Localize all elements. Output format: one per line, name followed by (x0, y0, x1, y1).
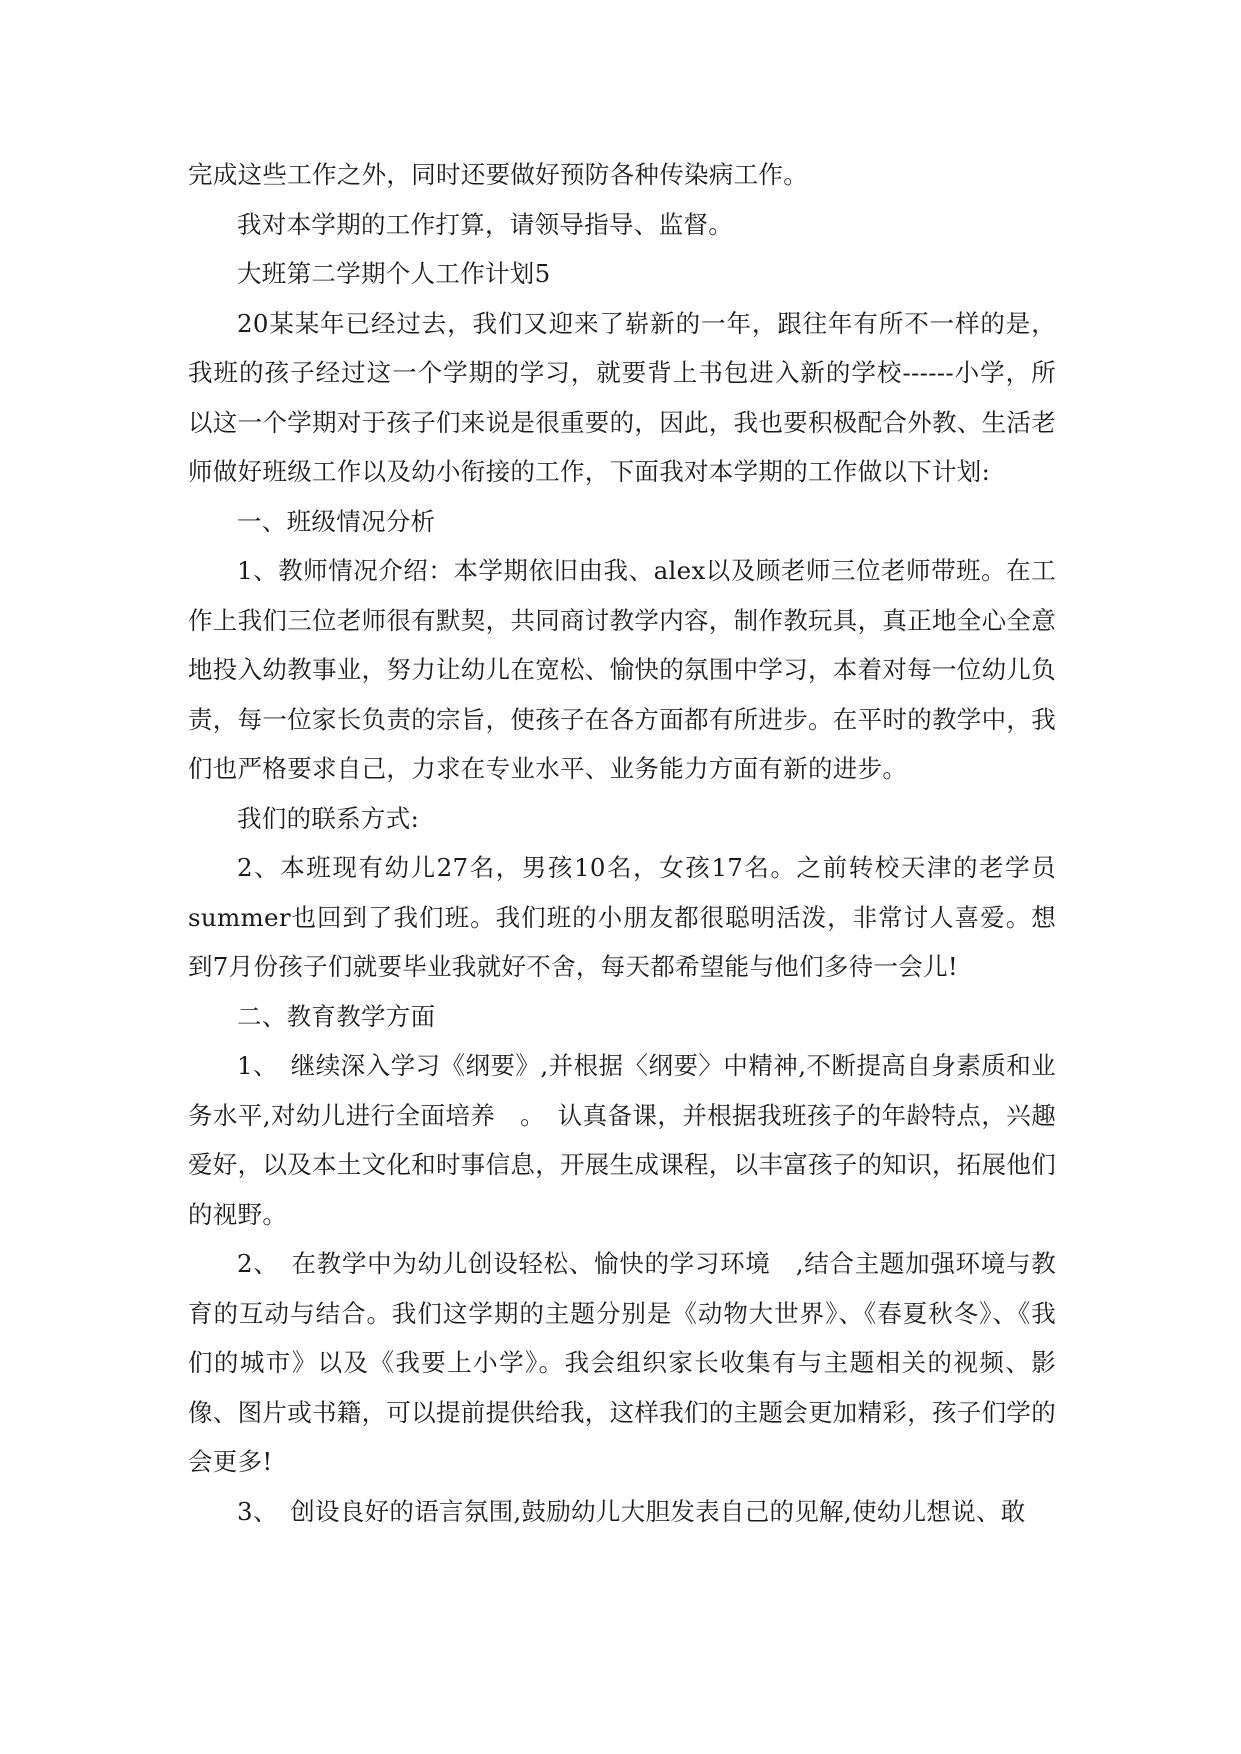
paragraph-item-1: 1、 继续深入学习《纲要》,并根据〈纲要〉中精神,不断提高自身素质和业务水平,对幼儿进行全面培养 。 认真备课，并根据我班孩子的年龄特点，兴趣爱好，以及本土文化和时事信息，开展生成课程，以丰富孩子的知识，拓展他们的视野。 (188, 1051, 1056, 1229)
paragraph-introduction: 20某某年已经过去，我们又迎来了崭新的一年，跟往年有所不一样的是，我班的孩子经过这一个学期的学习，就要背上书包进入新的学校------小学，所以这一个学期对于孩子们来说是很重要的，因此，我也要积极配合外教、生活老师做好班级工作以及幼小衔接的工作，下面我对本学期的工作做以下计划: (188, 308, 1056, 486)
paragraph-contact: 我们的联系方式: (237, 803, 420, 833)
section-title: 大班第二学期个人工作计划5 (237, 259, 551, 288)
document-page (188, 150, 1056, 1536)
paragraph-item-3: 3、 创设良好的语言氛围,鼓励幼儿大胆发表自己的见解,使幼儿想说、敢 (237, 1496, 1026, 1526)
heading-education-teaching: 二、教育教学方面 (237, 1001, 436, 1031)
paragraph-closing-request: 我对本学期的工作打算，请领导指导、监督。 (237, 209, 733, 239)
heading-class-analysis: 一、班级情况分析 (237, 506, 436, 536)
paragraph-intro-continuation: 完成这些工作之外，同时还要做好预防各种传染病工作。 (188, 160, 808, 189)
paragraph-teacher-intro: 1、教师情况介绍：本学期依旧由我、alex以及顾老师三位老师带班。在工作上我们三位老师很有默契，共同商讨教学内容，制作教玩具，真正地全心全意地投入幼教事业，努力让幼儿在宽松、愉快的氛围中学习，本着对每一位幼儿负责，每一位家长负责的宗旨，使孩子在各方面都有所进步。在平时的教学中，我们也严格要求自己，力求在专业水平、业务能力方面有新的进步。 (188, 556, 1056, 783)
paragraph-class-size: 2、本班现有幼儿27名，男孩10名，女孩17名。之前转校天津的老学员summer也回到了我们班。我们班的小朋友都很聪明活泼，非常讨人喜爱。想到7月份孩子们就要毕业我就好不舍，每天都希望能与他们多待一会儿! (188, 853, 1056, 981)
paragraph-item-2: 2、 在教学中为幼儿创设轻松、愉快的学习环境 ,结合主题加强环境与教育的互动与结合。我们这学期的主题分别是《动物大世界》、《春夏秋冬》、《我们的城市》以及《我要上小学》。我会组织家长收集有与主题相关的视频、影像、图片或书籍，可以提前提供给我，这样我们的主题会更加精彩，孩子们学的会更多! (188, 1249, 1056, 1476)
